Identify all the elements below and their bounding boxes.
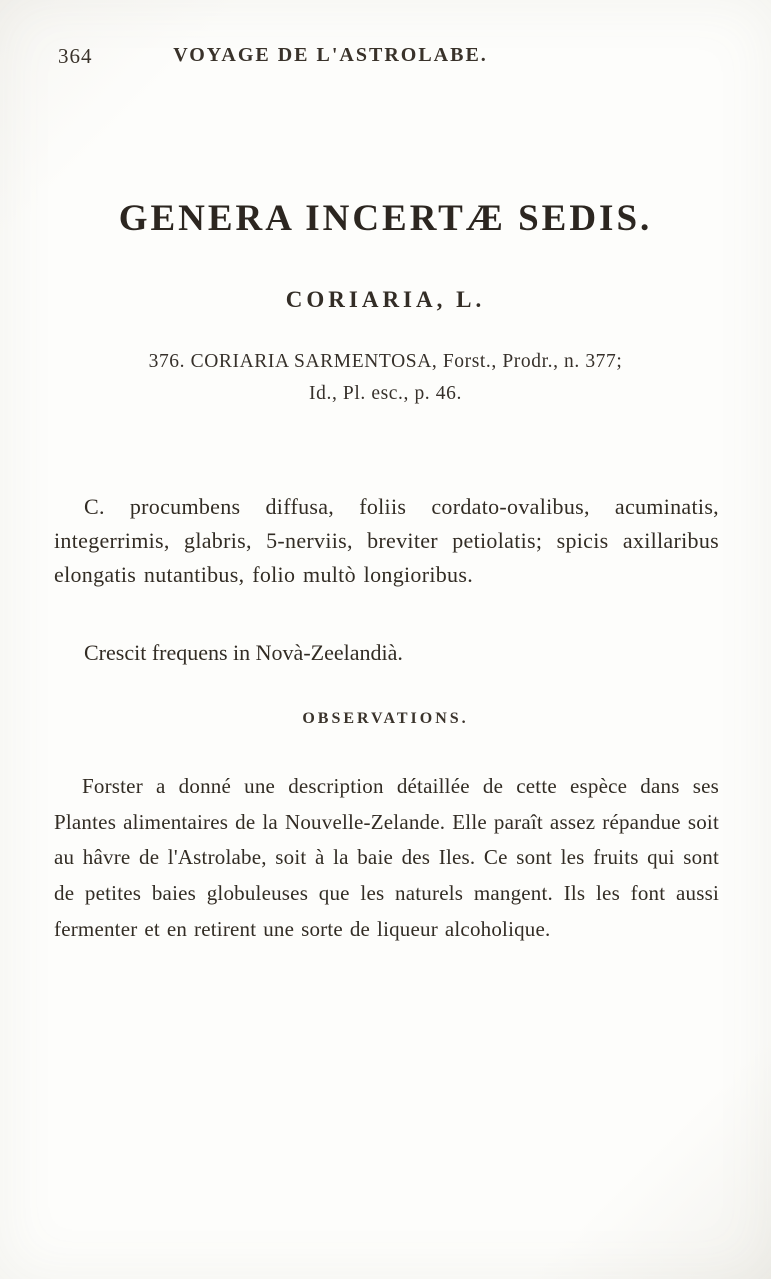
genus-heading: CORIARIA, L.: [285, 287, 486, 313]
observations-text: Forster a donné une description détaillée de cette espèce dans ses Plantes alimentaires de la Nouvelle-Zelande. Elle paraît assez répandue soit au hâvre de l'Astrolabe, soit à la baie des Iles. Ce sont les fruits qui sont de petites baies globuleuses que les naturels mangent. Ils les font aussi fermenter et en retirent une sorte de liqueur alcoholique.: [54, 774, 719, 941]
habitat-line: Crescit frequens in Novà-Zeelandià.: [84, 640, 403, 665]
observations-heading: OBSERVATIONS.: [302, 710, 469, 727]
species-entry: [70, 346, 701, 410]
running-title: VOYAGE DE L'ASTROLABE.: [173, 44, 488, 66]
page-number: 364: [58, 44, 93, 68]
species-entry-line1: 376. CORIARIA SARMENTOSA, Forst., Prodr., n. 377;: [148, 351, 623, 372]
latin-description: C. procumbens diffusa, foliis cordato-ovalibus, acuminatis, integerrimis, glabris, 5-nerviis, breviter petiolatis; spicis axillaribus elongatis nutantibus, folio multò longioribus.: [54, 494, 719, 588]
page-header: [0, 44, 771, 74]
species-entry-line2: Id., Pl. esc., p. 46.: [309, 383, 462, 405]
section-heading: GENERA INCERTÆ SEDIS.: [118, 197, 653, 239]
